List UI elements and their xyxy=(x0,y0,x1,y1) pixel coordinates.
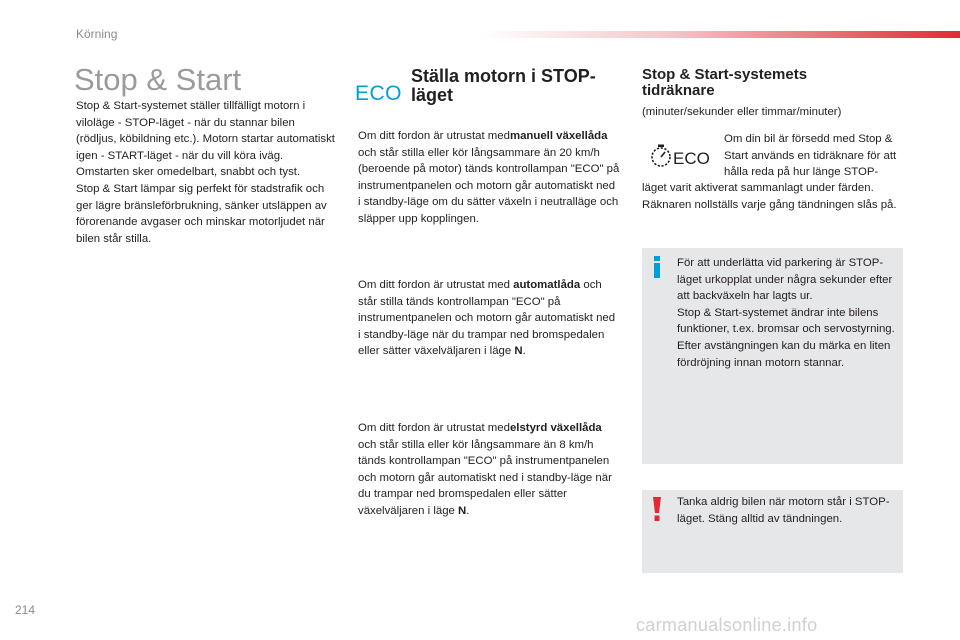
eco-indicator-icon xyxy=(354,80,404,106)
eco-timer-icon xyxy=(649,143,711,169)
manual-text-pre: Om ditt fordon är utrustat med xyxy=(358,130,510,142)
eco-icon-label: ECO xyxy=(355,82,403,105)
electronic-text-bold: elstyrd växellåda xyxy=(509,422,602,434)
page-title: Stop & Start xyxy=(74,62,242,97)
info-paragraph-1: För att underlätta vid parkering är STOP-läget urkopplat under några sekunder efter att backväxeln har lagts ur. xyxy=(677,257,893,303)
warning-exclamation-icon xyxy=(651,497,663,521)
intro-text xyxy=(76,98,338,247)
intro-paragraph-1: Stop & Start-systemet ställer tillfälligt motorn i viloläge - STOP-läget - när du stannar bilen (rödljus, köbildning etc.). Motorn startar automatiskt igen - START-läget - när du vill köra iväg. Omstarten sker omedelbart, snabbt och tyst. xyxy=(76,100,335,179)
warning-text: Tanka aldrig bilen när motorn står i STOP-läget. Stäng alltid av tändningen. xyxy=(677,496,890,525)
header-accent-bar xyxy=(480,31,960,38)
info-paragraph-2: Stop & Start-systemet ändrar inte bilens funktioner, t.ex. bromsar och servostyrning. xyxy=(677,306,895,336)
page-number: 214 xyxy=(15,603,36,617)
manual-gearbox-paragraph xyxy=(358,128,620,228)
electronic-text-pre: Om ditt fordon är utrustat med xyxy=(358,422,510,434)
electronic-text-end: . xyxy=(466,504,470,517)
electronic-gearbox-paragraph xyxy=(358,420,620,520)
timer-paragraph-1: Om din bil är försedd med Stop & Start används en tidräknare för att hålla reda på hur länge STOP- xyxy=(724,133,897,179)
automatic-text-post: och står stilla tänds kontrollampan "ECO" på instrumentpanelen och motorn går automatiskt ned i standby-läge när du trampar ned bromspedalen eller sätter växelväljaren i läge xyxy=(358,279,616,358)
info-text xyxy=(677,255,899,371)
electronic-text-post: och står stilla eller kör långsammare än 8 km/h tänds kontrollampan "ECO" på instrumentpanelen och motorn går automatiskt ned i standby-läge när du trampar ned bromspedalen eller sätter växelväljaren i läge xyxy=(358,438,612,517)
intro-paragraph-2: Stop & Start lämpar sig perfekt för stadstrafik och ger lägre bränsleförbrukning, sänker utsläppen av förorenande avgaser och minskar motorljudet när bilen står stilla. xyxy=(76,182,327,245)
timer-paragraph-2: läget varit aktiverat sammanlagt under färden. Räknaren nollställs varje gång tändningen slås på. xyxy=(642,182,897,211)
electronic-gear-label: N xyxy=(458,504,467,517)
automatic-text-end: . xyxy=(522,345,526,358)
section-label: Körning xyxy=(76,27,118,41)
automatic-text-pre: Om ditt fordon är utrustat med xyxy=(358,279,514,291)
timer-units: (minuter/sekunder eller timmar/minuter) xyxy=(642,106,842,118)
automatic-text-bold: automatlåda xyxy=(513,279,581,291)
eco-timer-label: ECO xyxy=(673,149,710,168)
stop-mode-heading: Ställa motorn i STOP-läget xyxy=(411,66,596,105)
info-paragraph-3: Efter avstängningen kan du märka en liten fördröjning innan motorn stannar. xyxy=(677,339,891,369)
info-icon xyxy=(652,256,662,278)
automatic-gear-label: N xyxy=(514,345,523,358)
manual-text-bold: manuell växellåda xyxy=(509,130,608,142)
timer-heading: Stop & Start-systemets tidräknare xyxy=(642,66,808,99)
automatic-gearbox-paragraph xyxy=(358,277,620,360)
manual-text-post: och står stilla eller kör långsammare än 20 km/h (beroende på motor) tänds kontrollampan "ECO" på instrumentpanelen och motorn går automatiskt ned i standby-läge om du sätter växeln i neutralläge och släpper upp kopplingen. xyxy=(358,146,620,225)
watermark: carmanualsonline.info xyxy=(636,615,818,635)
